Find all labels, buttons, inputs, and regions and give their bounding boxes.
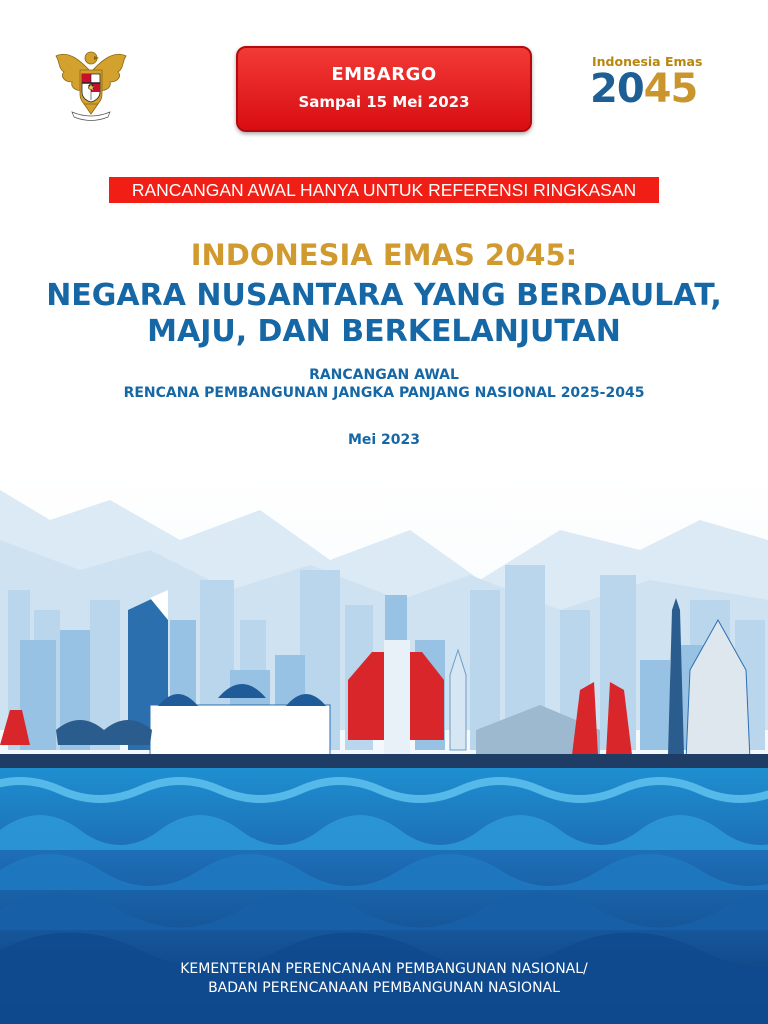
logo-year-part-2: 45: [643, 66, 698, 112]
title-line-2: NEGARA NUSANTARA YANG BERDAULAT,: [46, 278, 722, 313]
draft-notice-banner: RANCANGAN AWAL HANYA UNTUK REFERENSI RINGKASAN: [109, 177, 659, 203]
indonesia-emas-2045-logo: [590, 54, 703, 114]
publication-date: Mei 2023: [347, 432, 421, 448]
city-skyline-illustration: [0, 470, 768, 1024]
logo-label: Indonesia Emas: [592, 54, 703, 69]
footer-ministry-line-2: BADAN PERENCANAAN PEMBANGUNAN NASIONAL: [208, 980, 560, 996]
embargo-badge: [236, 46, 532, 132]
title-line-3: MAJU, DAN BERKELANJUTAN: [147, 314, 621, 349]
mosque: [150, 705, 330, 760]
footer-ministry-line-1: KEMENTERIAN PERENCANAAN PEMBANGUNAN NASIONAL/: [180, 961, 588, 977]
embargo-date: Sampai 15 Mei 2023: [298, 93, 470, 111]
garuda-emblem-icon: [50, 42, 132, 124]
title-line-1: INDONESIA EMAS 2045:: [190, 238, 578, 272]
embargo-title: EMBARGO: [331, 64, 437, 85]
logo-year-part-1: 20: [590, 66, 644, 112]
logo-year: [590, 66, 697, 112]
subtitle-line-1: RANCANGAN AWAL: [309, 367, 459, 383]
subtitle-line-2: RENCANA PEMBANGUNAN JANGKA PANJANG NASIONAL 2025-2045: [123, 385, 645, 401]
